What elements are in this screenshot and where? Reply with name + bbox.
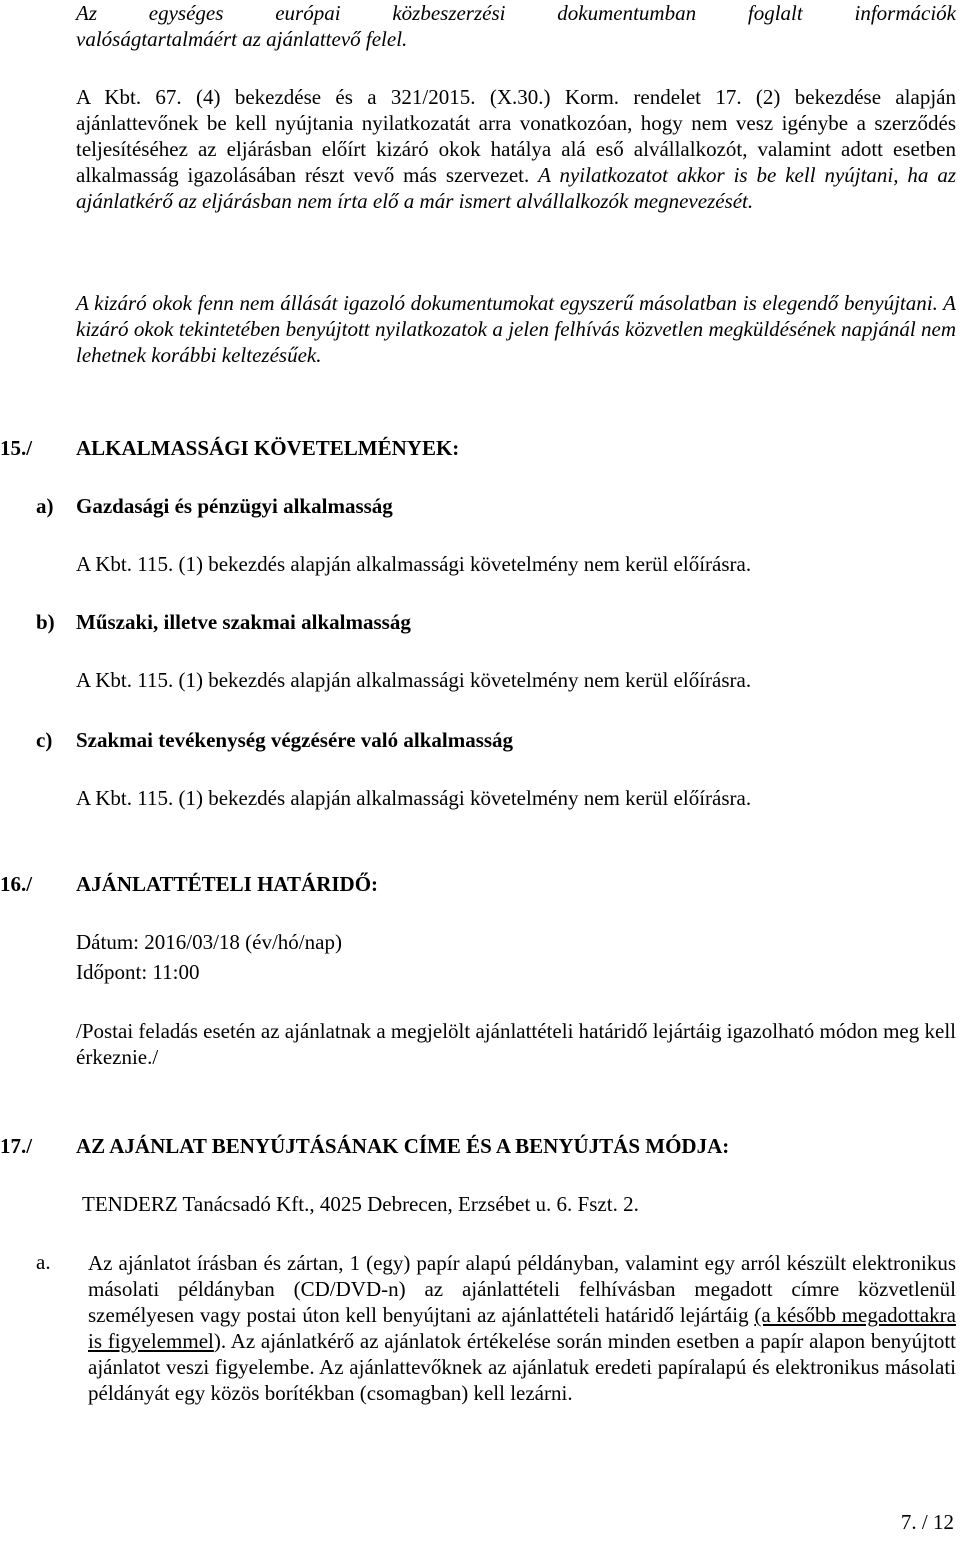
section-17-item-a-text-2: ). Az ajánlatkérő az ajánlatok értékelése során minden esetben a papír alapon benyújtott ajánlatot veszi figyelembe. Az ajánlattevőknek az ajánlatuk eredeti papíralapú és elektronikus másolati példányát egy közös borítékban (csomagban) kell lezárni. xyxy=(88,1329,956,1405)
section-16-idopont: Időpont: 11:00 xyxy=(76,960,200,984)
section-15-c-title: Szakmai tevékenység végzésére való alkalmasság xyxy=(76,728,514,752)
kbt67-italic-text: A nyilatkozatot akkor is be kell nyújtani, ha az ajánlatkérő az eljárásban nem írta elő a már ismert alvállalkozók megnevezését. xyxy=(76,163,956,213)
section-15-b-text: A Kbt. 115. (1) bekezdés alapján alkalmassági követelmény nem kerül előírásra. xyxy=(76,668,752,692)
section-17-item-a-label: a. xyxy=(36,1250,51,1274)
intro-italic-block xyxy=(76,0,956,52)
section-17-item-a-text-1: Az ajánlatot írásban és zártan, 1 (egy) papír alapú példányban, valamint egy arról készült elektronikus másolati példányban (CD/DVD-n) az ajánlattételi felhívásban megadott címre közvetlenül személyesen vagy postai úton kell benyújtani az ajánlattételi határidő lejártáig xyxy=(88,1251,956,1327)
intro-line-2: valóságtartalmáért az ajánlattevő felel. xyxy=(76,27,408,51)
kizaro-paragraph-block xyxy=(76,290,956,368)
kbt67-normal-text: A Kbt. 67. (4) bekezdése és a 321/2015. (X.30.) Korm. rendelet 17. (2) bekezdése alapján ajánlattevőnek be kell nyújtania nyilatkozatát arra vonatkozóan, hogy nem vesz igénybe a szerződés teljesítéséhez az eljárásban előírt kizáró okok hatálya alá eső alvállalkozót, valamint adott esetben alkalmasság igazolásában részt vevő más szervezet. xyxy=(76,85,956,187)
section-15-b-label: b) xyxy=(36,610,55,634)
page-number: 7. / 12 xyxy=(900,1510,954,1534)
kbt67-paragraph xyxy=(76,84,956,214)
section-15-b-title: Műszaki, illetve szakmai alkalmasság xyxy=(76,610,411,634)
section-17-title: AZ AJÁNLAT BENYÚJTÁSÁNAK CÍME ÉS A BENYÚJTÁS MÓDJA: xyxy=(76,1134,730,1158)
intro-line-1: Az egységes európai közbeszerzési dokumentumban foglalt információk xyxy=(76,1,956,25)
section-16-note-block xyxy=(76,1018,956,1070)
section-16-number: 16./ xyxy=(0,872,33,896)
section-15-c-text: A Kbt. 115. (1) bekezdés alapján alkalmassági követelmény nem kerül előírásra. xyxy=(76,786,752,810)
section-15-title: ALKALMASSÁGI KÖVETELMÉNYEK: xyxy=(76,436,460,460)
section-17-item-a-block xyxy=(88,1250,956,1406)
section-15-c-label: c) xyxy=(36,728,53,752)
section-17-item-a-paragraph xyxy=(88,1250,956,1406)
section-15-a-text: A Kbt. 115. (1) bekezdés alapján alkalmassági követelmény nem kerül előírásra. xyxy=(76,552,752,576)
kizaro-paragraph: A kizáró okok fenn nem állását igazoló dokumentumokat egyszerű másolatban is elegendő benyújtani. A kizáró okok tekintetében benyújtott nyilatkozatok a jelen felhívás közvetlen megküldésének napjánál nem lehetnek korábbi keltezésűek. xyxy=(76,291,956,367)
section-17-item-a-underlined: (a később megadottakra is figyelemmel xyxy=(88,1303,956,1353)
section-15-a-title: Gazdasági és pénzügyi alkalmasság xyxy=(76,494,393,518)
section-15-a-label: a) xyxy=(36,494,54,518)
kbt67-paragraph-block xyxy=(76,84,956,214)
section-15-number: 15./ xyxy=(0,436,33,460)
section-16-note: /Postai feladás esetén az ajánlatnak a megjelölt ajánlattételi határidő lejártáig igazolható módon meg kell érkeznie./ xyxy=(76,1019,956,1069)
section-16-title: AJÁNLATTÉTELI HATÁRIDŐ: xyxy=(76,872,379,896)
section-17-address: TENDERZ Tanácsadó Kft., 4025 Debrecen, Erzsébet u. 6. Fszt. 2. xyxy=(82,1192,639,1216)
section-17-number: 17./ xyxy=(0,1134,33,1158)
section-16-datum: Dátum: 2016/03/18 (év/hó/nap) xyxy=(76,930,342,954)
